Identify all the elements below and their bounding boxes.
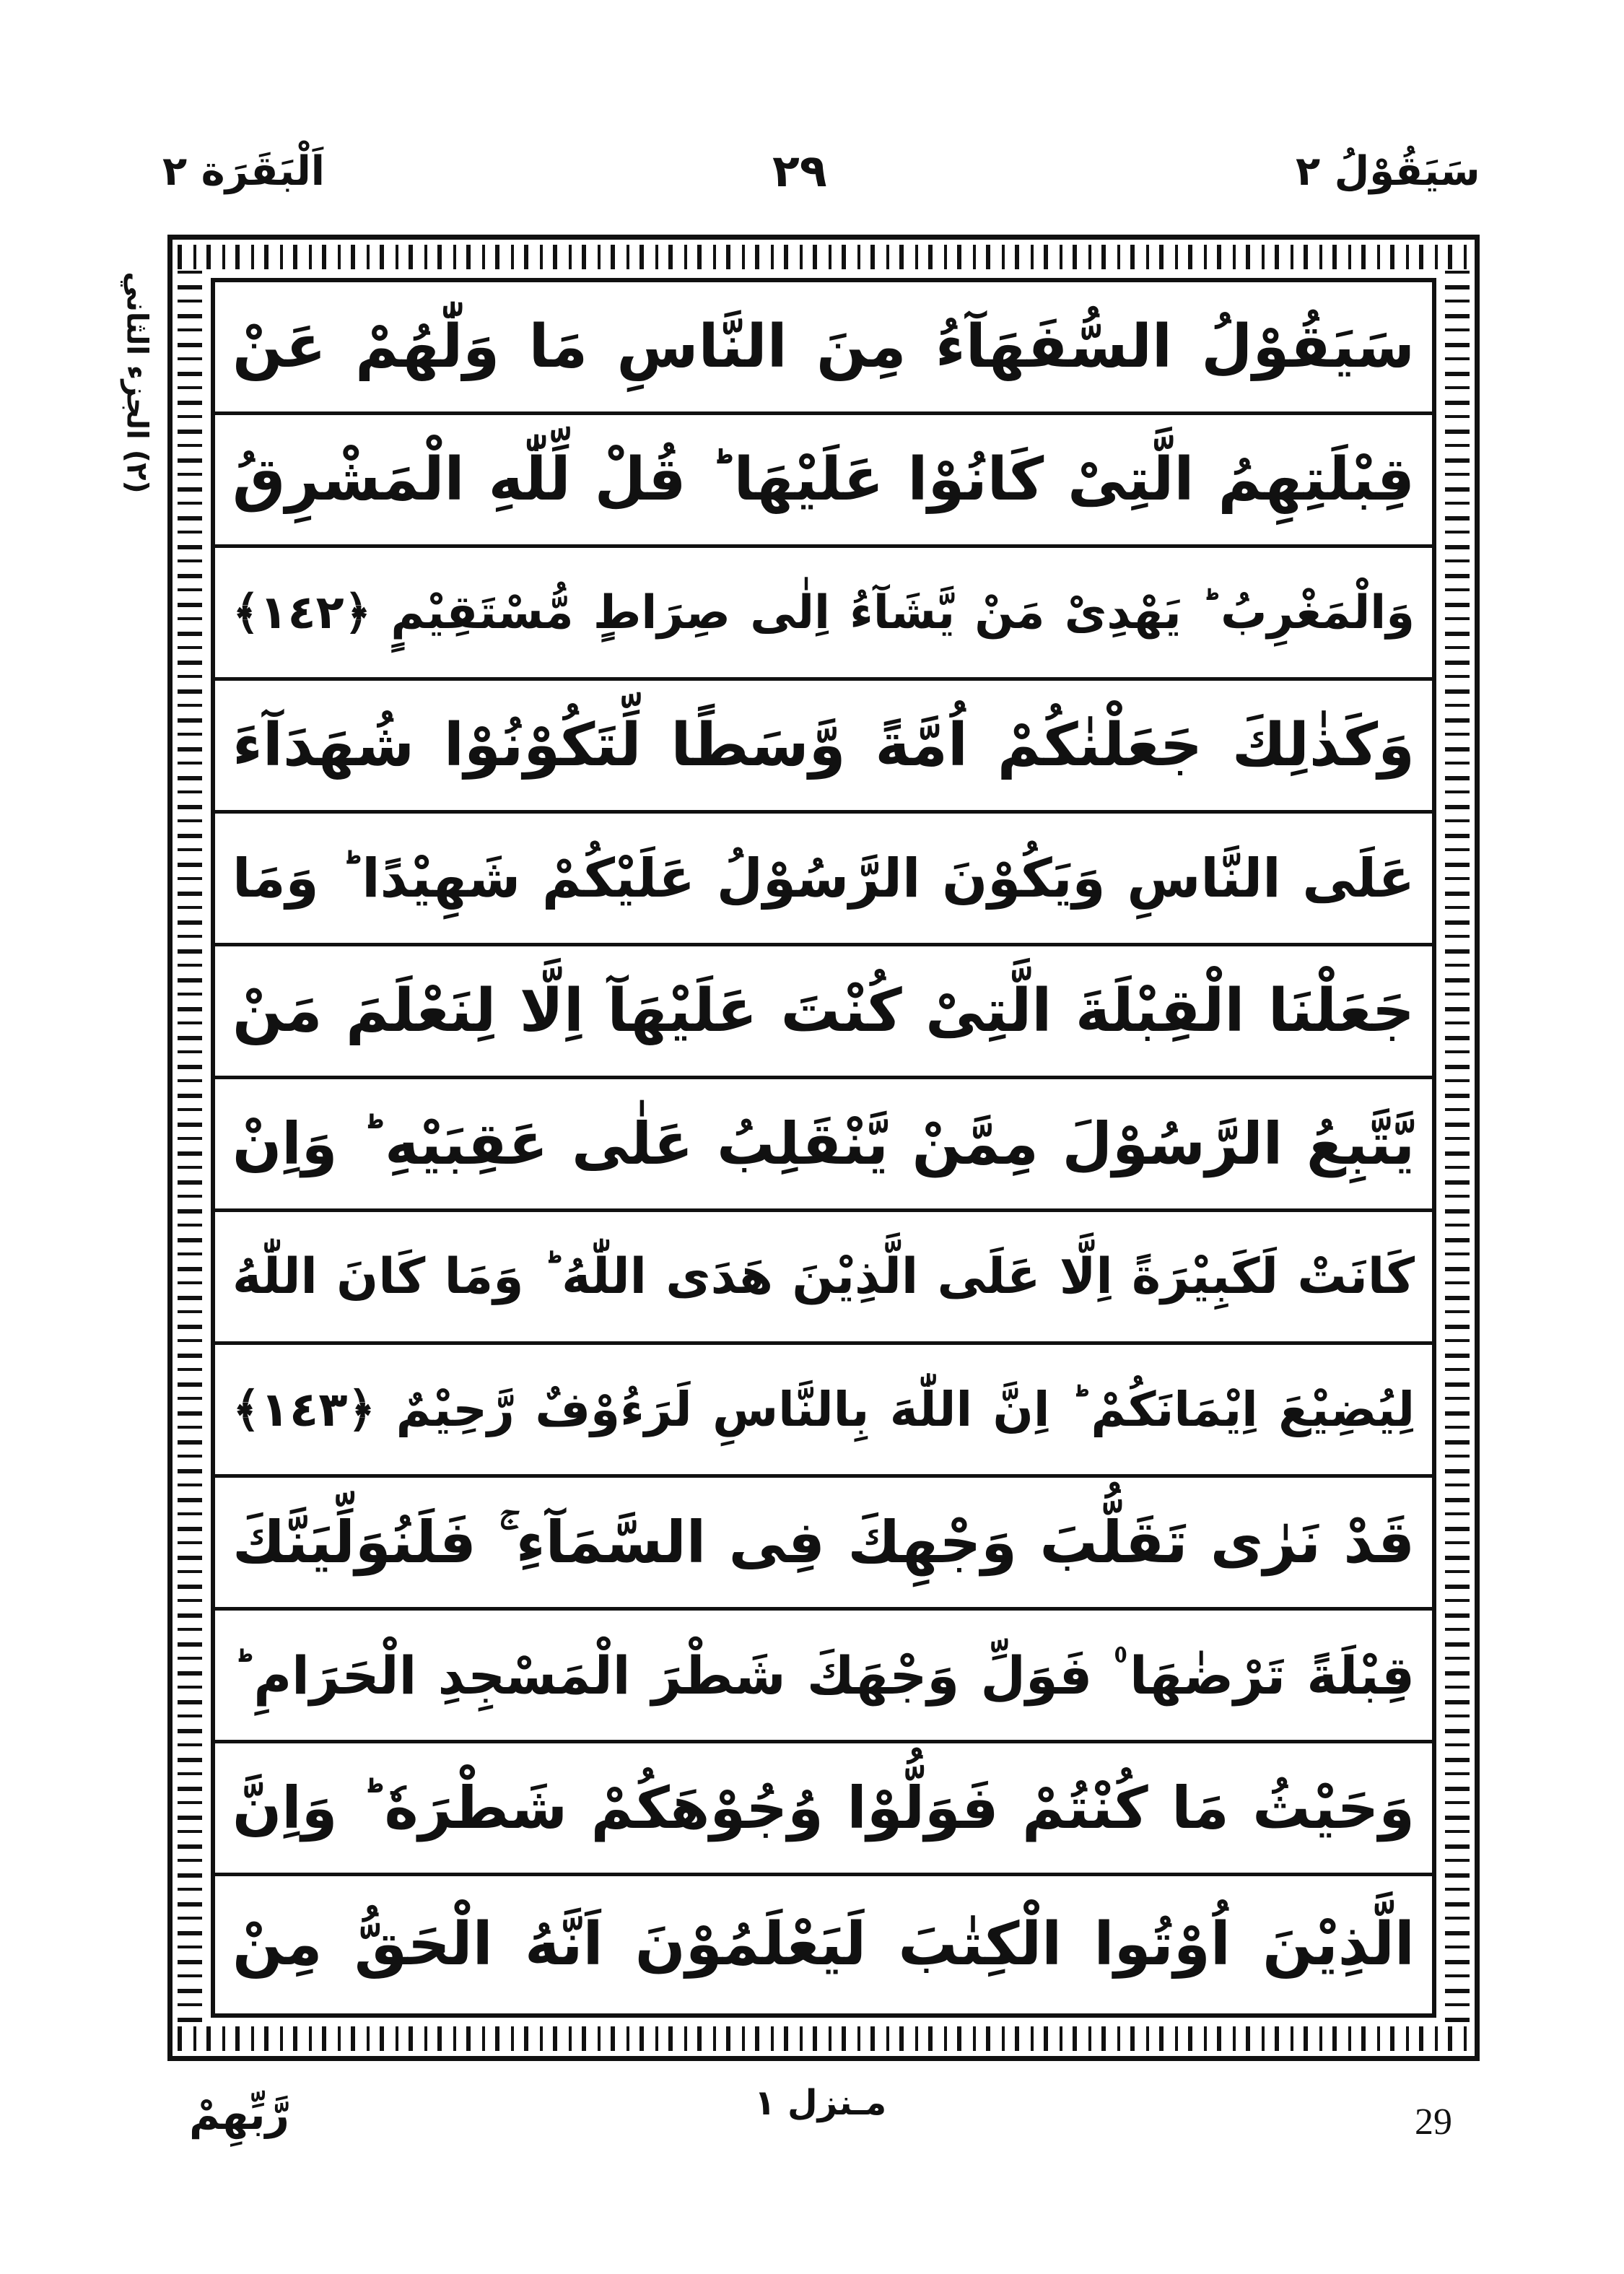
verse-line (215, 681, 1432, 814)
verse-line (215, 415, 1432, 548)
margin-note-text: (٢) الجزء الثاني (121, 271, 154, 494)
manzil-label: مـنزل ١ (754, 2083, 887, 2123)
verse-line-text: الَّذِيْنَ اُوْتُوا الْكِتٰبَ لَيَعْلَمُوْنَ اَنَّهُ الْحَقُّ مِنْ (232, 1910, 1415, 1979)
verse-line-text: قِبْلَتِهِمُ الَّتِىْ كَانُوْا عَلَيْهَا ؕ قُلْ لِّلّٰهِ الْمَشْرِقُ (232, 445, 1415, 514)
page-number-arabic: ٢٩ (772, 144, 827, 197)
verse-line-text: وَكَذٰلِكَ جَعَلْنٰكُمْ اُمَّةً وَّسَطًا لِّتَكُوْنُوْا شُهَدَآءَ (232, 710, 1415, 780)
verse-line (215, 814, 1432, 946)
verse-line-text: يَّتَّبِعُ الرَّسُوْلَ مِمَّنْ يَّنْقَلِبُ عَلٰى عَقِبَيْهِ ؕ وَاِنْ (232, 1110, 1415, 1177)
verse-line-text: عَلَى النَّاسِ وَيَكُوْنَ الرَّسُوْلُ عَلَيْكُمْ شَهِيْدًا ؕ وَمَا (232, 847, 1415, 910)
verse-line (215, 1212, 1432, 1345)
verse-line-text: وَالْمَغْرِبُ ؕ يَهْدِىْ مَنْ يَّشَآءُ اِلٰى صِرَاطٍ مُّسْتَقِيْمٍ ﴿١٤٢﴾ (232, 585, 1415, 640)
margin-note (112, 231, 162, 534)
text-body (215, 282, 1432, 2013)
verse-line-text: كَانَتْ لَكَبِيْرَةً اِلَّا عَلَى الَّذِيْنَ هَدَى اللّٰهُ ؕ وَمَا كَانَ اللّٰهُ (232, 1247, 1415, 1305)
verse-line-text: قَدْ نَرٰى تَقَلُّبَ وَجْهِكَ فِى السَّمَآءِ ۚ فَلَنُوَلِّيَنَّكَ (232, 1508, 1415, 1576)
surah-name: اَلْبَقَرَة ٢ (162, 148, 325, 195)
verse-line (215, 1079, 1432, 1212)
juz-name: سَيَقُوْلُ ٢ (1296, 148, 1480, 195)
page-number: 29 (1415, 2101, 1452, 2143)
verse-line (215, 1345, 1432, 1478)
verse-line-text: وَحَيْثُ مَا كُنْتُمْ فَوَلُّوْا وُجُوْهَكُمْ شَطْرَهٗ ؕ وَاِنَّ (232, 1774, 1415, 1842)
catchword: رَّبِّهِمْ (189, 2090, 289, 2139)
verse-line-text: سَيَقُوْلُ السُّفَهَآءُ مِنَ النَّاسِ مَا وَلّٰهُمْ عَنْ (232, 312, 1415, 381)
verse-line-text: قِبْلَةً تَرْضٰهَا ۠ فَوَلِّ وَجْهَكَ شَطْرَ الْمَسْجِدِ الْحَرَامِ ؕ (232, 1644, 1415, 1706)
verse-line (215, 1611, 1432, 1743)
verse-line-text: لِيُضِيْعَ اِيْمَانَكُمْ ؕ اِنَّ اللّٰهَ بِالنَّاسِ لَرَءُوْفٌ رَّحِيْمٌ ﴿١٤٣﴾ (232, 1381, 1415, 1437)
verse-line-text: جَعَلْنَا الْقِبْلَةَ الَّتِىْ كُنْتَ عَلَيْهَآ اِلَّا لِنَعْلَمَ مَنْ (232, 976, 1415, 1045)
verse-line (215, 282, 1432, 415)
verse-line (215, 946, 1432, 1079)
verse-line (215, 548, 1432, 681)
verse-line (215, 1478, 1432, 1611)
verse-line (215, 1743, 1432, 1876)
verse-line (215, 1876, 1432, 2013)
